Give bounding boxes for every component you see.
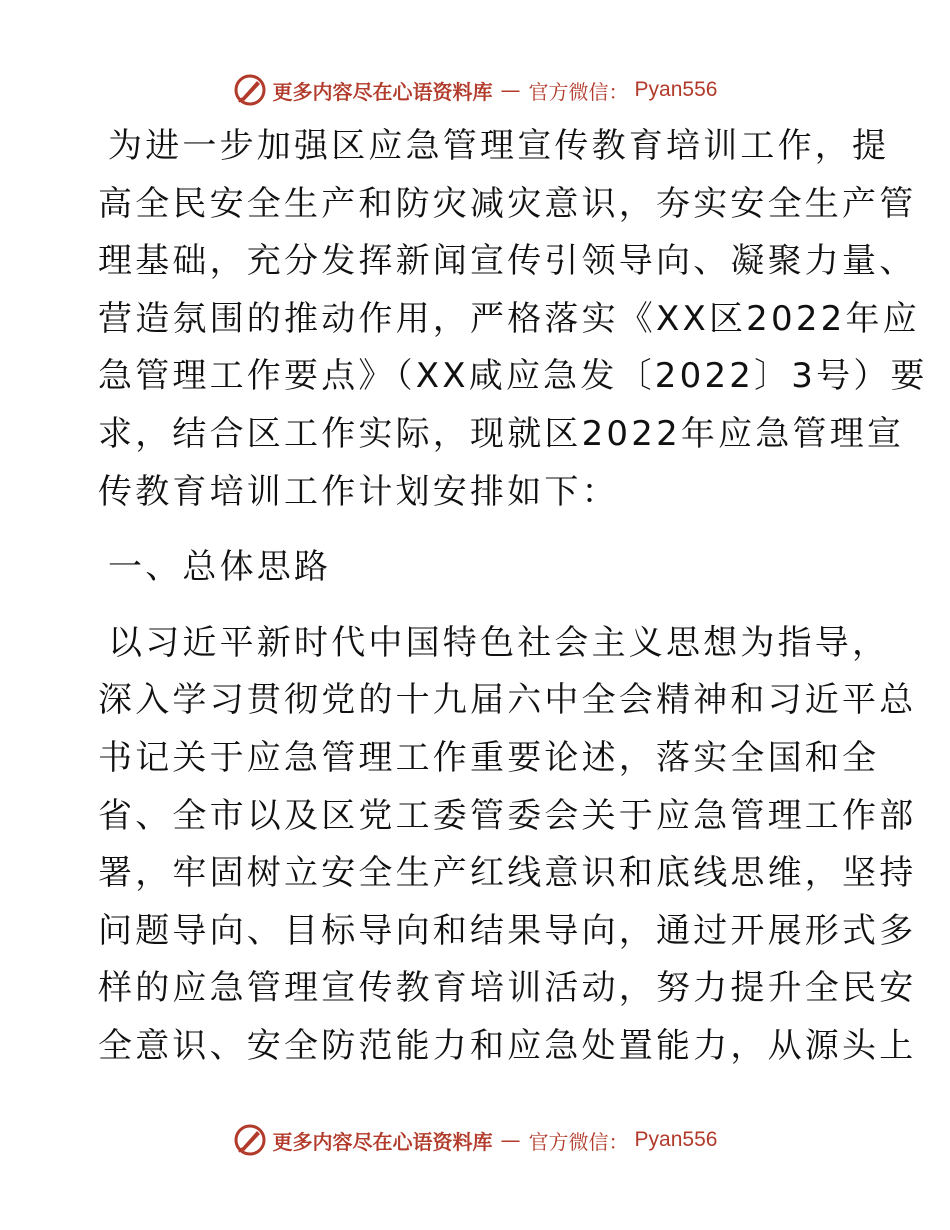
footer-watermark [0, 1120, 950, 1160]
text-line: 问题导向、目标导向和结果导向，通过开展形式多 [98, 910, 917, 951]
heading-line: 一、总体思路 [108, 547, 332, 588]
paragraph-gap [98, 597, 858, 615]
text-line: 深入学习贯彻党的十九届六中全会精神和习近平总 [98, 680, 917, 721]
separator-dash: — [500, 1128, 521, 1152]
wechat-id: Pyan556 [634, 1128, 718, 1151]
text-line: 样的应急管理宣传教育培训活动，努力提升全民安 [98, 968, 917, 1009]
text-line: 营造氛围的推动作用，严格落实《XX区2022年应 [98, 298, 920, 339]
text-line: 理基础，充分发挥新闻宣传引领导向、凝聚力量、 [98, 241, 917, 282]
separator-dash: — [500, 78, 521, 102]
text-line: 为进一步加强区应急管理宣传教育培训工作，提 [108, 126, 890, 166]
wechat-label: 官方微信： [528, 1129, 629, 1154]
header-watermark [0, 70, 950, 110]
section-heading [98, 539, 858, 597]
body-paragraph [98, 615, 917, 1076]
document-body [98, 118, 928, 1076]
text-line: 高全民安全生产和防灾减灾意识，夯实安全生产管 [98, 183, 917, 224]
text-line: 传教育培训工作计划安排如下： [98, 471, 619, 512]
brand-text: 更多内容尽在心语资料库 [272, 79, 493, 104]
intro-paragraph [98, 118, 928, 521]
text-line: 急管理工作要点》（XX咸应急发〔2022〕3号）要 [98, 356, 928, 397]
text-line: 全意识、安全防范能力和应急处置能力，从源头上 [98, 1025, 917, 1066]
text-line: 以习近平新时代中国特色社会主义思想为指导， [108, 622, 890, 663]
brand-text: 更多内容尽在心语资料库 [272, 1129, 493, 1154]
text-line: 求，结合区工作实际，现就区2022年应急管理宣 [98, 413, 905, 454]
wechat-id: Pyan556 [634, 78, 718, 101]
text-line: 书记关于应急管理工作重要论述，落实全国和全 [98, 737, 880, 778]
quill-logo-icon [233, 73, 267, 107]
wechat-label: 官方微信： [528, 79, 629, 104]
paragraph-gap [98, 521, 858, 539]
text-line: 署，牢固树立安全生产红线意识和底线思维，坚持 [98, 853, 917, 894]
quill-logo-icon [233, 1123, 267, 1157]
text-line: 省、全市以及区党工委管委会关于应急管理工作部 [98, 795, 917, 836]
